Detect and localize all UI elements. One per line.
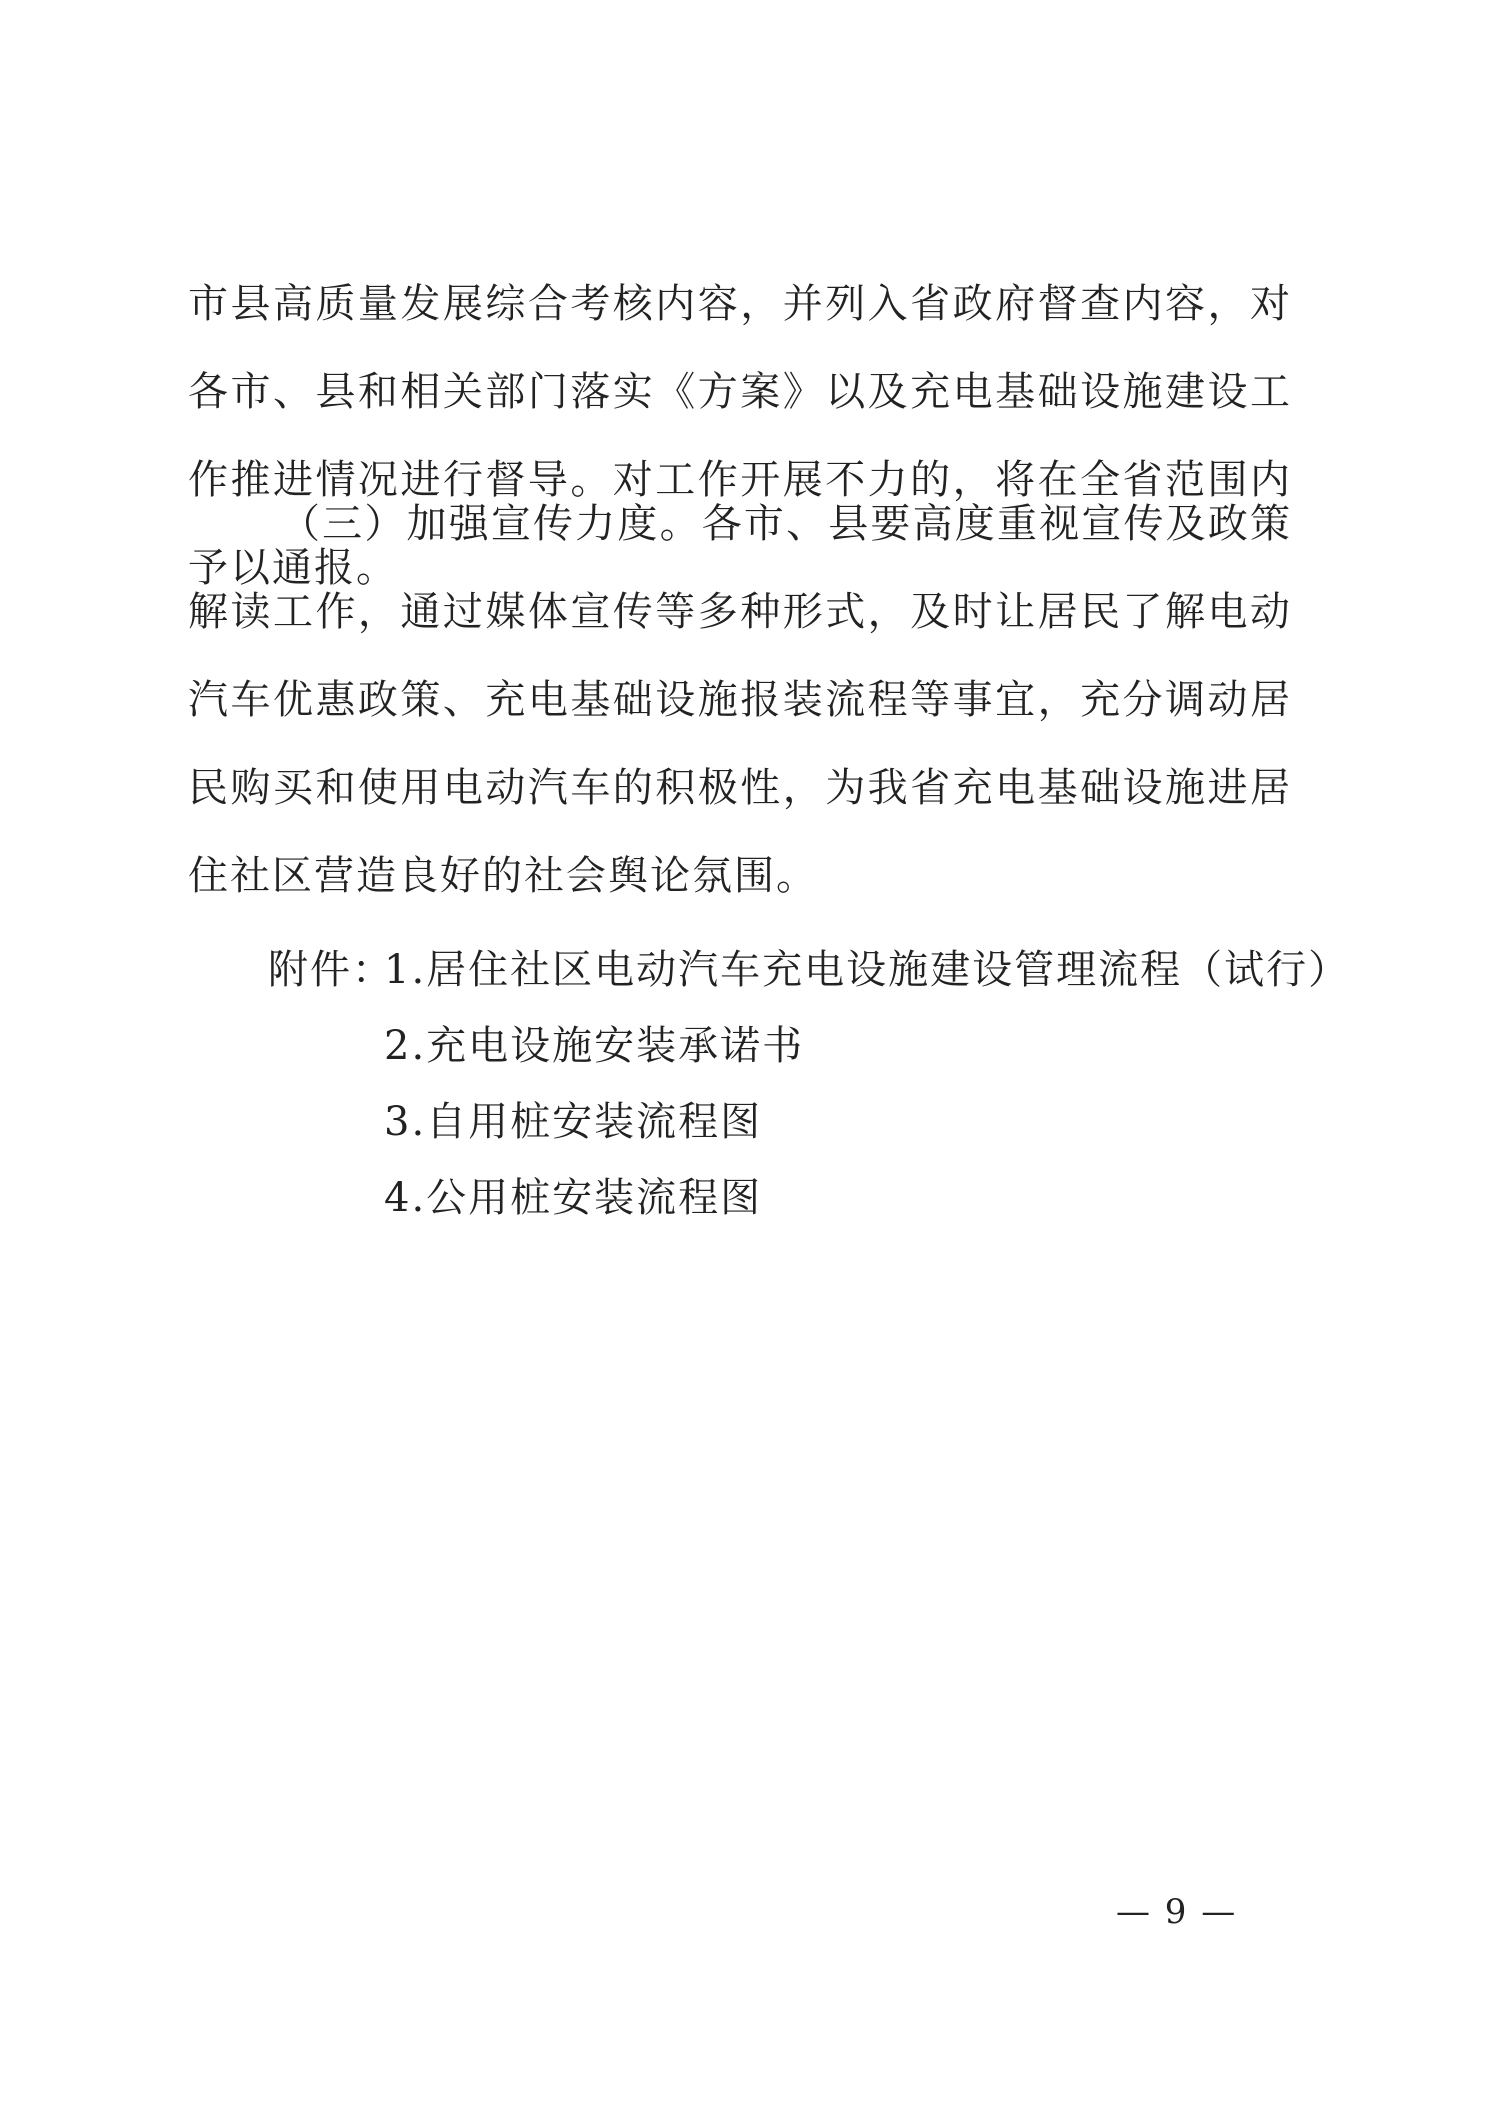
attachment-row-2 [268,1008,1350,1084]
body-paragraph-1: 市县高质量发展综合考核内容，并列入省政府督查内容，对各市、县和相关部门落实《方案》以及充电基础设施建设工作推进情况进行督导。对工作开展不力的，将在全省范围内予以通报。 [188,281,1292,591]
attachments-list [268,932,1350,1236]
attachment-row-3 [268,1084,1350,1160]
body-paragraph-2: （三）加强宣传力度。各市、县要高度重视宣传及政策解读工作，通过媒体宣传等多种形式，及时让居民了解电动汽车优惠政策、充电基础设施报装流程等事宜，充分调动居民购买和使用电动汽车的积极性，为我省充电基础设施进居住社区营造良好的社会舆论氛围。 [188,501,1292,899]
attachment-item-3: 3.自用桩安装流程图 [384,1099,763,1145]
attachment-row-4 [268,1160,1350,1236]
attachment-item-2: 2.充电设施安装承诺书 [384,1023,805,1069]
attachment-row-1 [268,932,1350,1008]
attachments-label: 附件： [268,947,394,993]
attachment-item-4: 4.公用桩安装流程图 [384,1175,763,1221]
page-number: — 9 — [1116,1892,1238,1932]
attachment-item-1: 1.居住社区电动汽车充电设施建设管理流程（试行） [384,947,1351,993]
